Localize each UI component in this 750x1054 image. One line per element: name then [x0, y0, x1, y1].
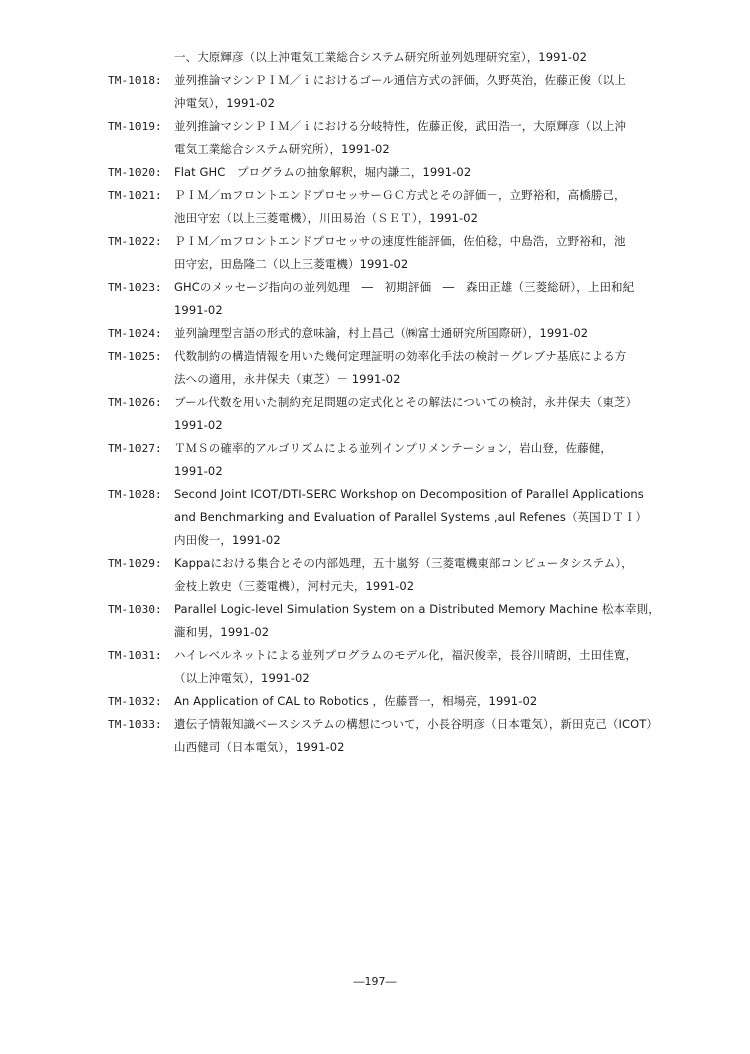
report-id: TM-1032:	[108, 695, 162, 708]
report-id: TM-1031:	[108, 649, 162, 662]
text-line: Flat GHC プログラムの抽象解釈，堀内謙二，1991-02	[174, 165, 472, 179]
report-text	[174, 437, 698, 483]
list-item	[108, 552, 698, 598]
list-item	[108, 276, 698, 322]
text-line: 瀧和男，1991-02	[174, 625, 270, 639]
list-item	[108, 644, 698, 690]
text-line: An Application of CAL to Robotics ，佐藤晋一，相場亮，1991-02	[174, 694, 538, 708]
report-list	[108, 46, 698, 759]
report-id: TM-1019:	[108, 120, 162, 133]
report-id: TM-1021:	[108, 189, 162, 202]
text-line: 法への適用，永井保夫（東芝）－ 1991-02	[174, 372, 401, 386]
text-line: ＰＩＭ／ｍフロントエンドプロセッサーＧＣ方式とその評価－，立野裕和，高橋勝己，	[174, 188, 626, 202]
report-id: TM-1024:	[108, 327, 162, 340]
text-line: 金枝上敦史（三菱電機），河村元夫，1991-02	[174, 579, 415, 593]
list-item	[108, 713, 698, 759]
text-line: 1991-02	[174, 418, 223, 432]
text-line: and Benchmarking and Evaluation of Parallel Systems ,aul Refenes（英国ＤＴＩ）	[174, 510, 648, 524]
text-line: 電気工業総合システム研究所），1991-02	[174, 142, 390, 156]
text-line: 沖電気），1991-02	[174, 96, 275, 110]
report-id: TM-1029:	[108, 557, 162, 570]
list-item	[108, 391, 698, 437]
text-line: 田守宏，田島隆二（以上三菱電機）1991-02	[174, 257, 409, 271]
text-line: Second Joint ICOT/DTI-SERC Workshop on Decomposition of Parallel Applications	[174, 487, 644, 501]
list-item	[108, 46, 698, 69]
report-text	[174, 713, 698, 759]
text-line: 並列論理型言語の形式的意味論，村上昌己（㈱富士通研究所国際研），1991-02	[174, 326, 589, 340]
list-item	[108, 322, 698, 345]
report-text	[174, 391, 698, 437]
list-item	[108, 115, 698, 161]
report-text	[174, 69, 698, 115]
text-line: （以上沖電気），1991-02	[174, 671, 310, 685]
list-item	[108, 437, 698, 483]
list-item	[108, 483, 698, 552]
report-id: TM-1018:	[108, 74, 162, 87]
text-line: Parallel Logic-level Simulation System on a Distributed Memory Machine 松本幸則，	[174, 602, 660, 616]
list-item	[108, 690, 698, 713]
report-text	[174, 644, 698, 690]
text-line: GHCのメッセージ指向の並列処理 ― 初期評価 ― 森田正雄（三菱総研），上田和紀	[174, 280, 635, 294]
report-id: TM-1022:	[108, 235, 162, 248]
text-line: 並列推論マシンＰＩＭ／ｉにおける分岐特性，佐藤正俊，武田浩一，大原輝彦（以上沖	[174, 119, 627, 133]
report-id: TM-1030:	[108, 603, 162, 616]
report-text	[174, 46, 698, 69]
text-line: ハイレベルネットによる並列プログラムのモデル化，福沢俊幸，長谷川晴朗，土田佳寛，	[174, 648, 637, 662]
report-id: TM-1033:	[108, 718, 162, 731]
text-line: 代数制約の構造情報を用いた幾何定理証明の効率化手法の検討－グレブナ基底による方	[174, 349, 627, 363]
report-text	[174, 345, 698, 391]
text-line: 並列推論マシンＰＩＭ／ｉにおけるゴール通信方式の評価，久野英治，佐藤正俊（以上	[174, 73, 626, 87]
list-item	[108, 69, 698, 115]
text-line: 1991-02	[174, 464, 223, 478]
report-text	[174, 230, 698, 276]
report-id: TM-1020:	[108, 166, 162, 179]
text-line: 池田守宏（以上三菱電機），川田易治（ＳＥＴ），1991-02	[174, 211, 479, 225]
report-id: TM-1023:	[108, 281, 162, 294]
list-item	[108, 161, 698, 184]
report-text	[174, 598, 698, 644]
report-text	[174, 322, 698, 345]
text-line: 遺伝子情報知識ベースシステムの構想について，小長谷明彦（日本電気），新田克己（ICOT）	[174, 717, 658, 731]
text-line: Kappaにおける集合とその内部処理，五十嵐努（三菱電機東部コンピュータシステム），	[174, 556, 633, 570]
text-line: 山西健司（日本電気），1991-02	[174, 740, 345, 754]
list-item	[108, 598, 698, 644]
report-text	[174, 161, 698, 184]
report-text	[174, 690, 698, 713]
page-number: ―197―	[353, 975, 397, 988]
report-text	[174, 552, 698, 598]
report-text	[174, 184, 698, 230]
report-text	[174, 276, 698, 322]
list-item	[108, 345, 698, 391]
text-line: 1991-02	[174, 303, 223, 317]
text-line: 一、大原輝彦（以上沖電気工業総合システム研究所並列処理研究室），1991-02	[174, 50, 588, 64]
text-line: ブール代数を用いた制約充足問題の定式化とその解法についての検討，永井保夫（東芝）	[174, 395, 638, 409]
report-id: TM-1025:	[108, 350, 162, 363]
text-line: 内田俊一，1991-02	[174, 533, 281, 547]
report-id: TM-1027:	[108, 442, 162, 455]
text-line: ＴＭＳの確率的アルゴリズムによる並列インプリメンテーション，岩山登，佐藤健，	[174, 441, 613, 455]
list-item	[108, 184, 698, 230]
report-id: TM-1026:	[108, 396, 162, 409]
report-text	[174, 483, 698, 552]
report-text	[174, 115, 698, 161]
report-id: TM-1028:	[108, 488, 162, 501]
list-item	[108, 230, 698, 276]
text-line: ＰＩＭ／ｍフロントエンドプロセッサの速度性能評価，佐伯稔，中島浩，立野裕和，池	[174, 234, 626, 248]
